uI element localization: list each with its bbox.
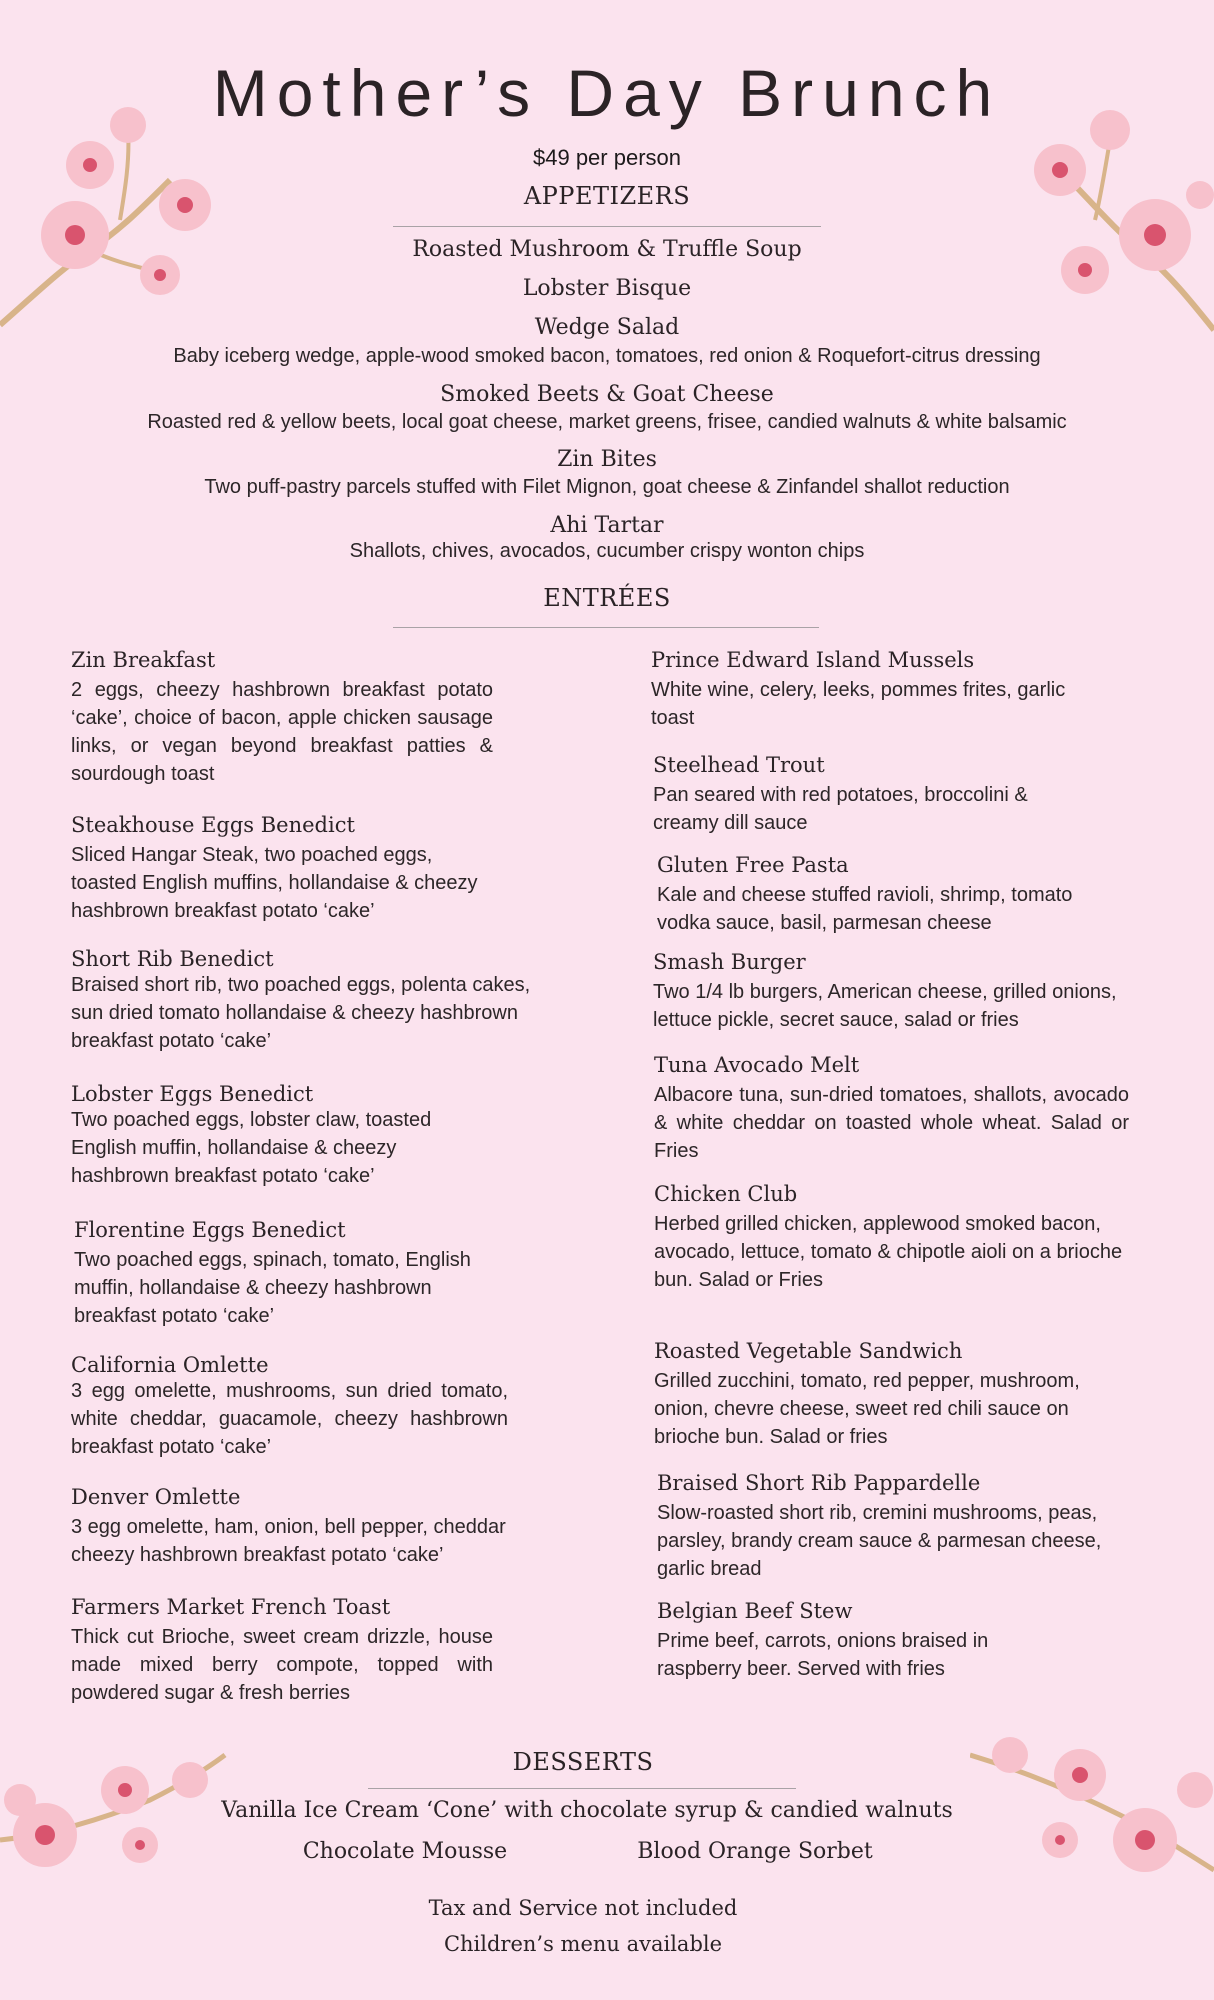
appetizer-name: Smoked Beets & Goat Cheese bbox=[440, 382, 774, 407]
entree-name: Roasted Vegetable Sandwich bbox=[654, 1339, 963, 1363]
entree-description: Pan seared with red potatoes, broccolini & creamy dill sauce bbox=[653, 784, 1028, 834]
entree-name: Braised Short Rib Pappardelle bbox=[657, 1471, 981, 1495]
entree-name: Farmers Market French Toast bbox=[71, 1595, 391, 1619]
entree-description: Kale and cheese stuffed ravioli, shrimp, tomato vodka sauce, basil, parmesan cheese bbox=[657, 884, 1073, 934]
entree-description: White wine, celery, leeks, pommes frites, garlic toast bbox=[651, 679, 1066, 729]
entree-name: Steelhead Trout bbox=[653, 753, 825, 777]
appetizers-divider bbox=[393, 226, 821, 227]
entree-description: Two poached eggs, lobster claw, toasted English muffin, hollandaise & cheezy hashbrown breakfast potato ‘cake’ bbox=[71, 1109, 432, 1187]
page-title: Mother’s Day Brunch bbox=[212, 56, 1002, 130]
entree-description: Slow-roasted short rib, cremini mushrooms, peas, parsley, brandy cream sauce & parmesan cheese, garlic bread bbox=[657, 1502, 1102, 1580]
dessert-item: Blood Orange Sorbet bbox=[637, 1839, 873, 1864]
entree-item bbox=[71, 1483, 566, 1569]
entree-name: Lobster Eggs Benedict bbox=[71, 1082, 314, 1106]
entree-name: Denver Omlette bbox=[71, 1485, 241, 1509]
entree-description: 3 egg omelette, ham, onion, bell pepper, cheddar cheezy hashbrown breakfast potato ‘cake’ bbox=[71, 1516, 506, 1566]
appetizer-description: Shallots, chives, avocados, cucumber crispy wonton chips bbox=[349, 540, 865, 562]
entree-item bbox=[71, 1080, 491, 1190]
entree-name: Zin Breakfast bbox=[71, 648, 216, 672]
appetizer-description: Baby iceberg wedge, apple-wood smoked bacon, tomatoes, red onion & Roquefort-citrus dressing bbox=[173, 345, 1041, 367]
entrees-divider bbox=[393, 627, 819, 628]
entree-description: Albacore tuna, sun-dried tomatoes, shallots, avocado & white cheddar on toasted whole wheat. Salad or Fries bbox=[654, 1084, 1129, 1162]
desserts-divider bbox=[368, 1788, 796, 1789]
appetizer-description: Roasted red & yellow beets, local goat cheese, market greens, frisee, candied walnuts & white balsamic bbox=[147, 411, 1067, 433]
entree-item bbox=[657, 1469, 1127, 1583]
entree-description: Two poached eggs, spinach, tomato, English muffin, hollandaise & cheezy hashbrown breakfast potato ‘cake’ bbox=[74, 1249, 471, 1327]
entree-name: California Omlette bbox=[71, 1353, 269, 1377]
tax-service-note: Tax and Service not included bbox=[428, 1896, 738, 1920]
appetizers-heading: APPETIZERS bbox=[523, 182, 691, 210]
entree-name: Gluten Free Pasta bbox=[657, 853, 849, 877]
entree-item bbox=[654, 1051, 1129, 1165]
entree-name: Florentine Eggs Benedict bbox=[74, 1218, 346, 1242]
entree-name: Prince Edward Island Mussels bbox=[651, 648, 975, 672]
entree-item bbox=[653, 751, 1053, 837]
entree-name: Smash Burger bbox=[653, 950, 806, 974]
entree-item bbox=[74, 1216, 484, 1330]
entree-item bbox=[657, 1597, 1057, 1683]
entree-name: Steakhouse Eggs Benedict bbox=[71, 813, 355, 837]
entree-description: Two 1/4 lb burgers, American cheese, grilled onions, lettuce pickle, secret sauce, salad or fries bbox=[653, 981, 1117, 1031]
appetizer-name: Wedge Salad bbox=[534, 315, 680, 340]
entree-item bbox=[653, 948, 1163, 1034]
entree-item bbox=[71, 646, 493, 788]
appetizer-description: Two puff-pastry parcels stuffed with Filet Mignon, goat cheese & Zinfandel shallot reduction bbox=[204, 476, 1010, 498]
appetizer-name: Lobster Bisque bbox=[522, 276, 692, 301]
appetizer-name: Zin Bites bbox=[557, 447, 657, 472]
cherry-blossom-top-right-icon bbox=[1000, 100, 1214, 340]
appetizer-name: Roasted Mushroom & Truffle Soup bbox=[412, 237, 802, 262]
entree-description: Thick cut Brioche, sweet cream drizzle, house made mixed berry compote, topped with powdered sugar & fresh berries bbox=[71, 1626, 493, 1704]
entree-description: Herbed grilled chicken, applewood smoked bacon, avocado, lettuce, tomato & chipotle aioli on a brioche bun. Salad or Fries bbox=[654, 1213, 1123, 1291]
entree-item bbox=[654, 1180, 1124, 1294]
entree-description: Braised short rib, two poached eggs, polenta cakes, sun dried tomato hollandaise & cheezy hashbrown breakfast potato ‘cake’ bbox=[71, 974, 531, 1052]
entree-description: Sliced Hangar Steak, two poached eggs, toasted English muffins, hollandaise & cheezy hashbrown breakfast potato ‘cake’ bbox=[71, 844, 478, 922]
appetizer-name: Ahi Tartar bbox=[550, 513, 664, 538]
entree-name: Tuna Avocado Melt bbox=[654, 1053, 860, 1077]
entree-item bbox=[71, 1351, 508, 1461]
entree-description: Grilled zucchini, tomato, red pepper, mushroom, onion, chevre cheese, sweet red chili sauce on brioche bun. Salad or fries bbox=[654, 1370, 1080, 1448]
childrens-menu-note: Children’s menu available bbox=[443, 1932, 723, 1956]
price-per-person: $49 per person bbox=[533, 145, 681, 170]
entrees-heading: ENTRÉES bbox=[543, 584, 671, 612]
entree-item bbox=[71, 1593, 493, 1707]
entree-name: Belgian Beef Stew bbox=[657, 1599, 853, 1623]
entree-item bbox=[71, 811, 501, 925]
dessert-item: Chocolate Mousse bbox=[302, 1839, 508, 1864]
entree-name: Chicken Club bbox=[654, 1182, 798, 1206]
entree-description: 2 eggs, cheezy hashbrown breakfast potato ‘cake’, choice of bacon, apple chicken sausage links, or vegan beyond breakfast patties & sourdough toast bbox=[71, 679, 493, 785]
entree-description: Prime beef, carrots, onions braised in raspberry beer. Served with fries bbox=[657, 1630, 989, 1680]
entree-name: Short Rib Benedict bbox=[71, 947, 274, 971]
entree-item bbox=[657, 851, 1117, 937]
entree-item bbox=[654, 1337, 1124, 1451]
entree-item bbox=[651, 646, 1091, 732]
entree-item bbox=[71, 945, 541, 1055]
entree-description: 3 egg omelette, mushrooms, sun dried tomato, white cheddar, guacamole, cheezy hashbrown breakfast potato ‘cake’ bbox=[71, 1380, 508, 1458]
desserts-heading: DESSERTS bbox=[512, 1748, 654, 1776]
dessert-item: Vanilla Ice Cream ‘Cone’ with chocolate syrup & candied walnuts bbox=[221, 1798, 953, 1823]
